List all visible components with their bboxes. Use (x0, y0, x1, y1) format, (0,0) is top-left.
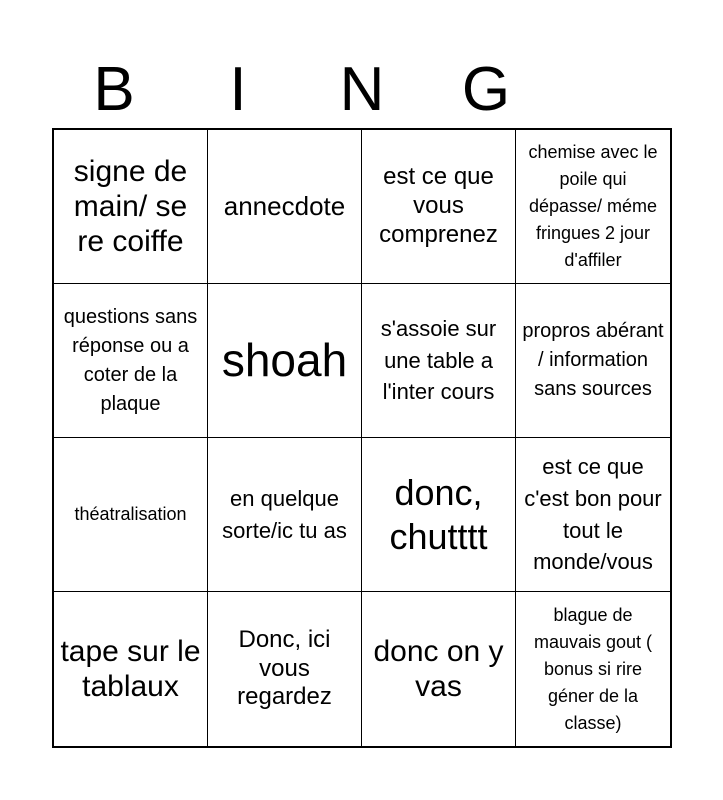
bingo-cell[interactable]: s'assoie sur une table a l'inter cours (362, 284, 516, 438)
bingo-cell[interactable]: annecdote (208, 130, 362, 284)
bingo-cell[interactable]: shoah (208, 284, 362, 438)
header-letter-empty (548, 52, 672, 128)
bingo-cell[interactable]: blague de mauvais gout ( bonus si rire géner de la classe) (533, 604, 653, 733)
bingo-cell[interactable]: donc on y vas (362, 592, 516, 746)
bingo-cell[interactable]: en quelque sorte/ic tu as (208, 438, 362, 592)
header-letter-b: B (93, 55, 135, 124)
bingo-cell[interactable]: Donc, ici vous regardez (208, 592, 362, 746)
header-letter-n: N (339, 55, 385, 124)
bingo-cell[interactable]: propros abérant / information sans sources (516, 284, 670, 438)
bingo-cell[interactable]: questions sans réponse ou a coter de la plaque (54, 284, 208, 438)
bingo-cell[interactable]: donc, chutttt (362, 438, 516, 592)
bingo-cell[interactable]: est ce que c'est bon pour tout le monde/vous (516, 438, 670, 592)
bingo-cell[interactable]: tape sur le tablaux (54, 592, 208, 746)
bingo-cell[interactable]: chemise avec le poile qui dépasse/ méme fringues 2 jour d'affiler (516, 130, 670, 284)
bingo-header (52, 52, 672, 128)
header-letter-i: I (229, 55, 247, 124)
bingo-board (52, 128, 672, 748)
header-letter-g: G (461, 55, 511, 124)
bingo-cell[interactable]: théatralisation (54, 438, 208, 592)
bingo-cell[interactable]: est ce que vous comprenez (362, 130, 516, 284)
bingo-cell[interactable]: signe de main/ se re coiffe (54, 130, 208, 284)
